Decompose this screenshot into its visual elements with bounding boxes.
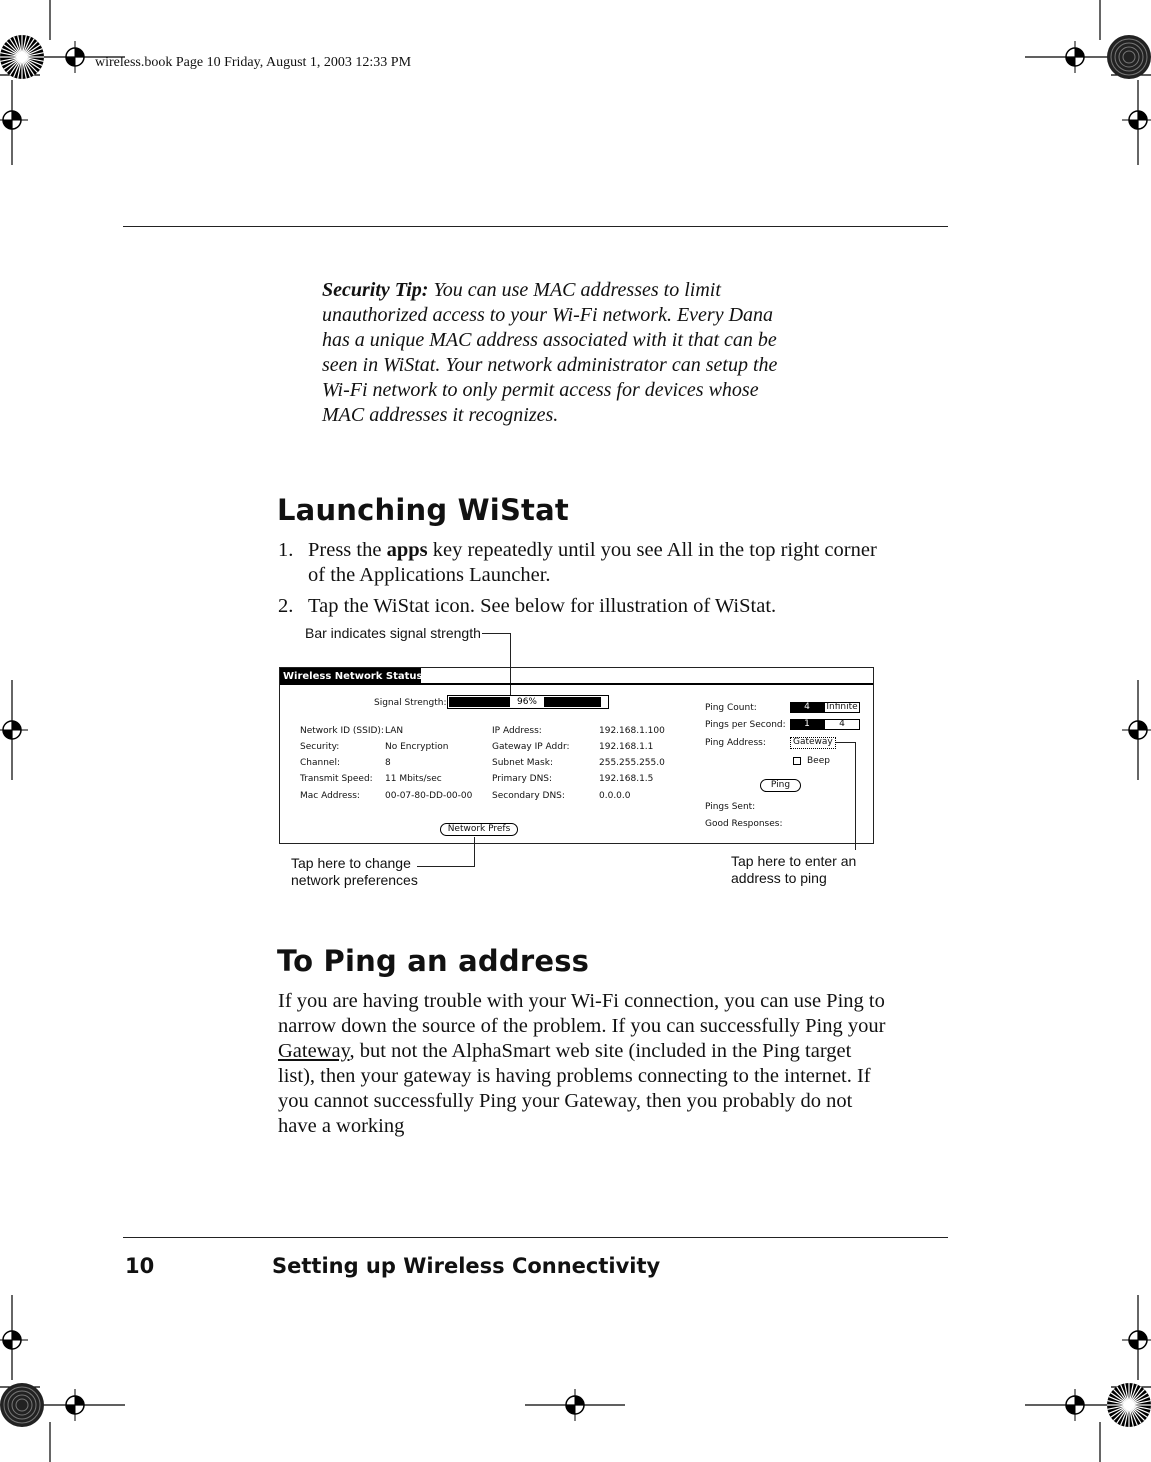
ping-count-infinite[interactable]: Infinite <box>824 702 860 713</box>
launching-heading: Launching WiStat <box>277 493 569 527</box>
ssid-value: LAN <box>385 726 404 736</box>
step-1 <box>278 538 878 590</box>
ip-address-label: IP Address: <box>492 726 542 736</box>
gateway-link[interactable]: Gateway <box>278 1040 350 1062</box>
channel-label: Channel: <box>300 758 340 768</box>
ssid-label: Network ID (SSID): <box>300 726 384 736</box>
gateway-ip-value: 192.168.1.1 <box>599 742 654 752</box>
callout-ping-address <box>731 853 856 887</box>
subnet-mask-label: Subnet Mask: <box>492 758 553 768</box>
channel-value: 8 <box>385 758 391 768</box>
wistat-titlebar <box>280 668 875 685</box>
security-tip-text: You can use MAC addresses to limit unauthorized access to your Wi-Fi network. Every Dana has a unique MAC address associated with it that can be seen in WiStat. Your network administrator can setup the Wi-Fi network to only permit access for devices whose MAC addresses it recognizes. <box>322 279 778 426</box>
ip-address-value: 192.168.1.100 <box>599 726 665 736</box>
signal-strength-bar <box>447 695 609 709</box>
ping-paragraph-post: , but not the AlphaSmart web site (included in the Ping target list), then your gateway is having problems connecting to the internet. If you cannot successfully Ping your Gateway, then you probably do not have a working <box>278 1040 871 1137</box>
subnet-mask-value: 255.255.255.0 <box>599 758 665 768</box>
good-responses-label: Good Responses: <box>705 819 783 829</box>
print-stamp: wireless.book Page 10 Friday, August 1, 2003 12:33 PM <box>95 55 412 70</box>
step-1-number: 1. <box>278 539 294 561</box>
primary-dns-value: 192.168.1.5 <box>599 774 654 784</box>
security-label: Security: <box>300 742 340 752</box>
ping-paragraph <box>278 989 888 1139</box>
step-1-text <box>308 538 878 588</box>
security-tip-label: Security Tip: <box>322 279 429 301</box>
transmit-speed-label: Transmit Speed: <box>300 774 373 784</box>
beep-label: Beep <box>807 756 830 766</box>
ping-count-label: Ping Count: <box>705 703 757 713</box>
callout-signal-line-h <box>482 633 511 634</box>
callout-network-prefs-line2: network preferences <box>291 872 418 888</box>
ping-button[interactable]: Ping <box>760 779 801 792</box>
network-prefs-button[interactable]: Network Prefs <box>440 823 518 836</box>
primary-dns-label: Primary DNS: <box>492 774 553 784</box>
wistat-screenshot <box>279 667 874 844</box>
wistat-title-rule <box>421 683 873 685</box>
ping-count-selected[interactable]: 4 <box>790 702 824 713</box>
transmit-speed-value: 11 Mbits/sec <box>385 774 442 784</box>
callout-network-prefs-line1: Tap here to change <box>291 855 411 871</box>
security-value: No Encryption <box>385 742 449 752</box>
apps-key: apps <box>386 539 428 561</box>
step-2-number: 2. <box>278 595 294 617</box>
beep-checkbox[interactable] <box>793 757 801 765</box>
pings-per-second-alt[interactable]: 4 <box>824 719 860 730</box>
header-rule <box>123 226 948 227</box>
page-number: 10 <box>125 1254 155 1278</box>
secondary-dns-label: Secondary DNS: <box>492 791 565 801</box>
callout-ping-address-line2: address to ping <box>731 870 827 886</box>
callout-prefs-line-h <box>417 866 475 867</box>
ping-heading: To Ping an address <box>277 944 590 978</box>
footer-rule <box>123 1237 948 1238</box>
step-2-text: Tap the WiStat icon. See below for illustration of WiStat. <box>308 595 777 617</box>
ping-address-selector[interactable]: Gateway <box>790 737 836 749</box>
chapter-title: Setting up Wireless Connectivity <box>272 1254 661 1278</box>
mac-address-value: 00-07-80-DD-00-00 <box>385 791 473 801</box>
pings-sent-label: Pings Sent: <box>705 802 756 812</box>
ping-paragraph-pre: If you are having trouble with your Wi-Fi connection, you can use Ping to narrow down the source of the problem. If you can successfully Ping your <box>278 990 886 1037</box>
signal-strength-label: Signal Strength: <box>374 698 447 708</box>
callout-signal-strength: Bar indicates signal strength <box>305 625 481 641</box>
ping-address-label: Ping Address: <box>705 738 766 748</box>
wistat-title: Wireless Network Status <box>280 668 421 685</box>
gateway-ip-label: Gateway IP Addr: <box>492 742 570 752</box>
secondary-dns-value: 0.0.0.0 <box>599 791 631 801</box>
callout-ping-address-line1: Tap here to enter an <box>731 853 857 869</box>
step-2 <box>278 594 878 620</box>
step-1-text-pre: Press the <box>308 539 387 561</box>
callout-network-prefs <box>291 855 418 889</box>
pings-per-second-selected[interactable]: 1 <box>790 719 824 730</box>
security-tip <box>322 278 802 428</box>
pings-per-second-label: Pings per Second: <box>705 720 786 730</box>
mac-address-label: Mac Address: <box>300 791 360 801</box>
step-1-text-post: key repeatedly until you see All in the top right corner of the Applications Launcher. <box>308 539 877 586</box>
signal-strength-value: 96% <box>510 697 544 707</box>
